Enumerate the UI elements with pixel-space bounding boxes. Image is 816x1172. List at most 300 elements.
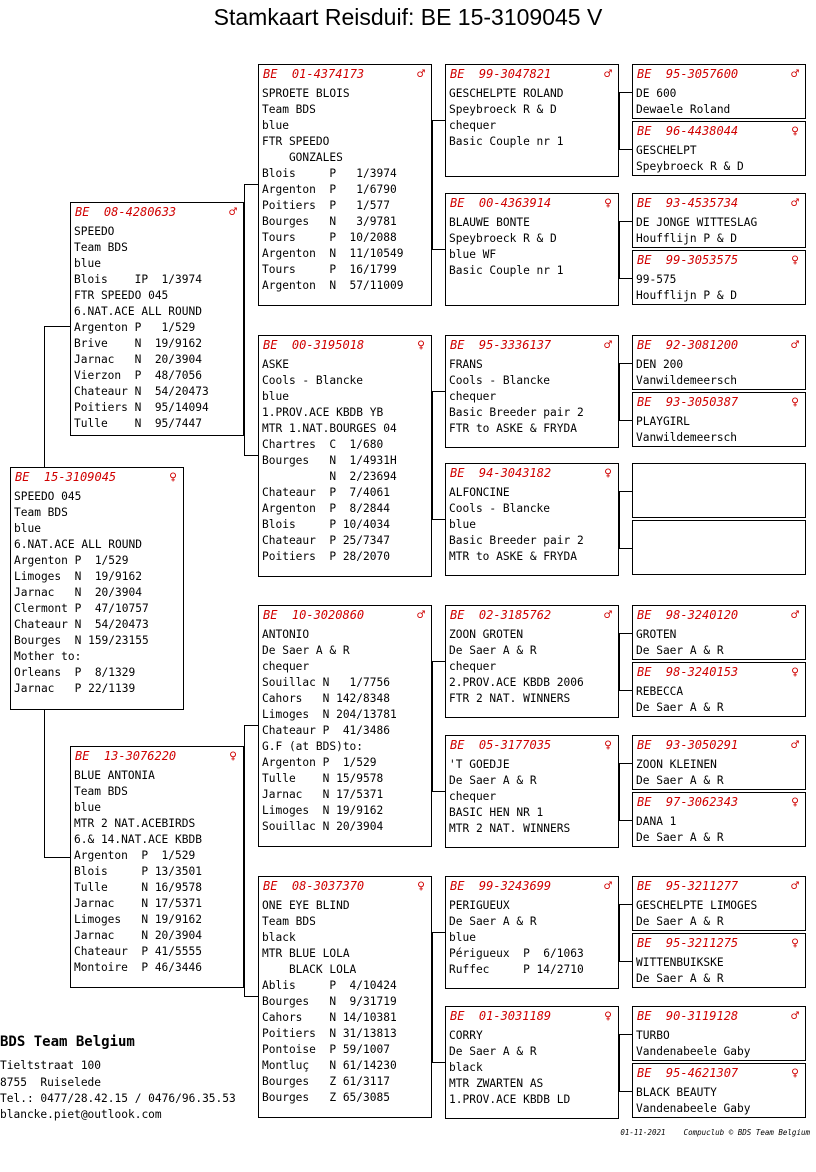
connector-line	[619, 820, 632, 821]
pedigree-line: Poitiers P 1/577	[262, 199, 390, 212]
male-symbol-icon: ♂	[791, 1009, 799, 1024]
ring-number-text: BE 05-3177035	[450, 738, 552, 752]
pedigree-line: Bourges N 159/23155	[14, 634, 149, 647]
pedigree-line: CORRY	[449, 1029, 483, 1042]
ring-number	[450, 67, 614, 82]
pedigree-line: ONE EYE BLIND	[262, 899, 350, 912]
ring-number-text: BE 93-3050387	[637, 395, 739, 409]
ring-number	[263, 338, 427, 353]
female-symbol-icon: ♀	[417, 338, 425, 353]
pedigree-line: DEN 200	[636, 358, 684, 371]
female-symbol-icon: ♀	[791, 124, 799, 139]
connector-line	[432, 1062, 445, 1063]
pedigree-line: 1.PROV.ACE KBDB LD	[449, 1093, 571, 1106]
pedigree-line: Vierzon P 48/7056	[74, 369, 202, 382]
pedigree-line: SPEEDO 045	[14, 490, 82, 503]
pedigree-line: Souillac N 20/3904	[262, 820, 384, 833]
pedigree-line: 99-575	[636, 273, 677, 286]
pigeon-card-gen4-8-empty	[632, 520, 806, 575]
pedigree-line: Tulle N 95/7447	[74, 417, 202, 430]
pigeon-card-gen4-15	[632, 1006, 806, 1061]
pedigree-line: ANTONIO	[262, 628, 310, 641]
pedigree-line: MTR to ASKE & FRYDA	[449, 550, 577, 563]
male-symbol-icon: ♂	[417, 608, 425, 623]
female-symbol-icon: ♀	[604, 738, 612, 753]
pigeon-card-gen4-7-empty	[632, 463, 806, 518]
female-symbol-icon: ♀	[229, 749, 237, 764]
pedigree-line: blue	[449, 931, 476, 944]
pedigree-line: REBECCA	[636, 685, 684, 698]
connector-line	[619, 221, 632, 222]
pedigree-line: De Saer A & R	[636, 831, 724, 844]
pedigree-line: BLAUWE BONTE	[449, 216, 530, 229]
pigeon-card-gen4-11	[632, 735, 806, 790]
pedigree-line: Argenton P 8/2844	[262, 502, 390, 515]
connector-line	[619, 420, 632, 421]
pedigree-line: Houfflijn P & D	[636, 232, 738, 245]
pedigree-line: MTR 2 NAT.ACEBIRDS	[74, 817, 196, 830]
connector-line	[619, 904, 620, 961]
pigeon-card-sire-sire	[258, 64, 432, 306]
connector-line	[619, 633, 620, 690]
ring-number-text: BE 97-3062343	[637, 795, 739, 809]
pedigree-line: De Saer A & R	[449, 774, 537, 787]
ring-number	[637, 1066, 801, 1081]
connector-line	[244, 184, 245, 455]
connector-line	[619, 1034, 632, 1035]
connector-line	[619, 763, 632, 764]
pedigree-line: Team BDS	[262, 915, 316, 928]
connector-line	[244, 455, 258, 456]
connector-line	[619, 633, 632, 634]
connector-line	[619, 690, 632, 691]
ring-number	[637, 608, 801, 623]
ring-number-text: BE 99-3053575	[637, 253, 739, 267]
pigeon-card-dam-sire	[258, 605, 432, 847]
ring-number-text: BE 99-3047821	[450, 67, 552, 81]
pedigree-line: ZOON GROTEN	[449, 628, 524, 641]
pedigree-line: Tulle N 15/9578	[262, 772, 384, 785]
pedigree-line: Chateaur N 54/20473	[14, 618, 149, 631]
pedigree-line: chequer	[449, 660, 497, 673]
male-symbol-icon: ♂	[791, 608, 799, 623]
pedigree-line: BLUE ANTONIA	[74, 769, 155, 782]
ring-number	[637, 253, 801, 268]
connector-line	[432, 661, 445, 662]
pedigree-line: Argenton N 11/10549	[262, 247, 404, 260]
pedigree-line: 6.NAT.ACE ALL ROUND	[74, 305, 202, 318]
pedigree-line: Jarnac N 20/3904	[14, 586, 142, 599]
pedigree-line: MTR BLUE LOLA	[262, 947, 350, 960]
ring-number	[637, 1009, 801, 1024]
pedigree-line: De Saer A & R	[262, 644, 350, 657]
ring-number-text: BE 95-3211277	[637, 879, 739, 893]
page-title: Stamkaart Reisduif: BE 15-3109045 V	[213, 4, 603, 30]
pedigree-line: Basic Breeder pair 2	[449, 534, 584, 547]
ring-number	[450, 466, 614, 481]
pedigree-line: Clermont P 47/10757	[14, 602, 149, 615]
ring-number	[450, 1009, 614, 1024]
pedigree-line: BLACK BEAUTY	[636, 1086, 717, 1099]
ring-number	[637, 395, 801, 410]
pedigree-line: Team BDS	[14, 506, 68, 519]
pigeon-card-gen3-2	[445, 193, 619, 306]
pedigree-line: Vanwildemeersch	[636, 431, 738, 444]
pedigree-line: Montluç N 61/14230	[262, 1059, 397, 1072]
pedigree-line: Basic Breeder pair 2	[449, 406, 584, 419]
ring-number-text: BE 01-4374173	[263, 67, 365, 81]
pedigree-line: Bourges N 3/9781	[262, 215, 397, 228]
pigeon-card-sire	[70, 202, 244, 436]
pedigree-line: Argenton P 1/529	[262, 756, 377, 769]
connector-line	[619, 491, 632, 492]
connector-line	[432, 391, 433, 519]
pedigree-line: SPEEDO	[74, 225, 115, 238]
pigeon-card-gen4-10	[632, 662, 806, 717]
pedigree-line: Ruffec P 14/2710	[449, 963, 584, 976]
pedigree-line: Cahors N 142/8348	[262, 692, 390, 705]
pedigree-line: MTR ZWARTEN AS	[449, 1077, 544, 1090]
ring-number	[263, 67, 427, 82]
connector-line	[619, 221, 620, 278]
male-symbol-icon: ♂	[791, 196, 799, 211]
pedigree-line: Jarnac N 20/3904	[74, 929, 202, 942]
ring-number	[75, 205, 239, 220]
female-symbol-icon: ♀	[417, 879, 425, 894]
ring-number-text: BE 95-4621307	[637, 1066, 739, 1080]
pedigree-line: Cools - Blancke	[262, 374, 364, 387]
male-symbol-icon: ♂	[417, 67, 425, 82]
pedigree-line: Argenton P 1/529	[74, 321, 196, 334]
pigeon-card-subject	[10, 467, 184, 710]
pedigree-line: FTR SPEEDO	[262, 135, 330, 148]
ring-number	[450, 338, 614, 353]
pedigree-line: Cools - Blancke	[449, 374, 551, 387]
connector-line	[44, 326, 70, 327]
pedigree-line: Chateaur P 41/5555	[74, 945, 202, 958]
pedigree-line: Team BDS	[262, 103, 316, 116]
connector-line	[619, 92, 632, 93]
male-symbol-icon: ♂	[791, 338, 799, 353]
connector-line	[619, 278, 632, 279]
pedigree-line: Tulle N 16/9578	[74, 881, 202, 894]
ring-number-text: BE 98-3240153	[637, 665, 739, 679]
pedigree-line: De Saer A & R	[636, 915, 724, 928]
ring-number-text: BE 94-3043182	[450, 466, 552, 480]
pedigree-line: chequer	[449, 390, 497, 403]
female-symbol-icon: ♀	[791, 936, 799, 951]
ring-number	[450, 738, 614, 753]
connector-line	[432, 791, 445, 792]
female-symbol-icon: ♀	[604, 196, 612, 211]
connector-line	[432, 120, 445, 121]
ring-number	[15, 470, 179, 485]
pedigree-line: blue	[262, 390, 289, 403]
pedigree-line: Speybroeck R & D	[449, 232, 557, 245]
ring-number-text: BE 93-4535734	[637, 196, 739, 210]
pedigree-line: Orleans P 8/1329	[14, 666, 136, 679]
ring-number	[637, 879, 801, 894]
pedigree-line: Chateaur P 7/4061	[262, 486, 390, 499]
pedigree-line: ZOON KLEINEN	[636, 758, 717, 771]
ring-number	[637, 124, 801, 139]
male-symbol-icon: ♂	[604, 879, 612, 894]
pedigree-line: Jarnac P 22/1139	[14, 682, 136, 695]
pedigree-line: Pontoise P 59/1007	[262, 1043, 390, 1056]
ring-number-text: BE 10-3020860	[263, 608, 365, 622]
pedigree-line: Vandenabeele Gaby	[636, 1045, 751, 1058]
pedigree-line: 6.NAT.ACE ALL ROUND	[14, 538, 142, 551]
pedigree-line: Tours P 10/2088	[262, 231, 397, 244]
female-symbol-icon: ♀	[604, 1009, 612, 1024]
pigeon-card-gen3-7	[445, 876, 619, 989]
pigeon-card-gen3-8	[445, 1006, 619, 1119]
connector-line	[44, 857, 70, 858]
connector-line	[244, 996, 258, 997]
footer-address: Tieltstraat 100	[0, 1059, 102, 1072]
ring-number-text: BE 13-3076220	[75, 749, 177, 763]
pedigree-line: G.F (at BDS)to:	[262, 740, 364, 753]
pedigree-line: De Saer A & R	[449, 644, 537, 657]
ring-number-text: BE 90-3119128	[637, 1009, 739, 1023]
pedigree-line: chequer	[449, 119, 497, 132]
pigeon-card-gen4-12	[632, 792, 806, 847]
pedigree-line: GESCHELPT	[636, 144, 697, 157]
ring-number-text: BE 95-3211275	[637, 936, 739, 950]
connector-line	[432, 249, 445, 250]
pedigree-line: Argenton N 57/11009	[262, 279, 404, 292]
pigeon-card-sire-dam	[258, 335, 432, 577]
ring-number-text: BE 00-4363914	[450, 196, 552, 210]
female-symbol-icon: ♀	[791, 795, 799, 810]
pedigree-line: Blois IP 1/3974	[74, 273, 202, 286]
pedigree-line: FTR to ASKE & FRYDA	[449, 422, 577, 435]
ring-number	[637, 338, 801, 353]
male-symbol-icon: ♂	[604, 608, 612, 623]
ring-number-text: BE 00-3195018	[263, 338, 365, 352]
pedigree-line: Périgueux P 6/1063	[449, 947, 584, 960]
pedigree-line: MTR 1.NAT.BOURGES 04	[262, 422, 397, 435]
ring-number-text: BE 99-3243699	[450, 879, 552, 893]
pedigree-line: ALFONCINE	[449, 486, 510, 499]
ring-number-text: BE 95-3057600	[637, 67, 739, 81]
pedigree-line: Limoges N 19/9162	[14, 570, 142, 583]
ring-number	[263, 879, 427, 894]
male-symbol-icon: ♂	[604, 67, 612, 82]
pedigree-line: TURBO	[636, 1029, 670, 1042]
pedigree-line: Poitiers N 95/14094	[74, 401, 209, 414]
ring-number-text: BE 92-3081200	[637, 338, 739, 352]
pedigree-line: 'T GOEDJE	[449, 758, 510, 771]
pedigree-line: 1.PROV.ACE KBDB YB	[262, 406, 384, 419]
pedigree-line: Bourges Z 61/3117	[262, 1075, 390, 1088]
pedigree-line: Bourges N 9/31719	[262, 995, 397, 1008]
connector-line	[619, 1034, 620, 1091]
pedigree-line: Houfflijn P & D	[636, 289, 738, 302]
pedigree-line: BASIC HEN NR 1	[449, 806, 544, 819]
ring-number-text: BE 96-4438044	[637, 124, 739, 138]
pedigree-line: Speybroeck R & D	[636, 160, 744, 173]
connector-line	[44, 710, 45, 857]
pedigree-line: chequer	[262, 660, 310, 673]
pedigree-line: blue	[262, 119, 289, 132]
pedigree-line: DE JONGE WITTESLAG	[636, 216, 758, 229]
pedigree-line: Vanwildemeersch	[636, 374, 738, 387]
pigeon-card-dam-dam	[258, 876, 432, 1118]
ring-number	[450, 879, 614, 894]
pigeon-card-gen3-6	[445, 735, 619, 848]
ring-number	[637, 665, 801, 680]
pedigree-line: DE 600	[636, 87, 677, 100]
female-symbol-icon: ♀	[604, 466, 612, 481]
ring-number	[637, 795, 801, 810]
pedigree-line: Chartres C 1/680	[262, 438, 384, 451]
pedigree-line: Jarnac N 17/5371	[74, 897, 202, 910]
pedigree-line: Speybroeck R & D	[449, 103, 557, 116]
ring-number-text: BE 08-4280633	[75, 205, 177, 219]
ring-number	[637, 936, 801, 951]
pedigree-line: Bourges N 1/4931H	[262, 454, 397, 467]
pedigree-line: MTR 2 NAT. WINNERS	[449, 822, 571, 835]
pedigree-line: Jarnac N 20/3904	[74, 353, 202, 366]
male-symbol-icon: ♂	[229, 205, 237, 220]
ring-number-text: BE 08-3037370	[263, 879, 365, 893]
male-symbol-icon: ♂	[791, 67, 799, 82]
footer-phone: Tel.: 0477/28.42.15 / 0476/96.35.53	[0, 1092, 236, 1105]
pedigree-line: PERIGUEUX	[449, 899, 510, 912]
pedigree-line: Argenton P 1/529	[14, 554, 129, 567]
pigeon-card-gen4-2	[632, 121, 806, 176]
ring-number	[637, 738, 801, 753]
ring-number	[637, 67, 801, 82]
pedigree-line: De Saer A & R	[636, 774, 724, 787]
pedigree-line: Chateaur P 41/3486	[262, 724, 390, 737]
pedigree-line: Dewaele Roland	[636, 103, 731, 116]
pedigree-line: N 2/23694	[262, 470, 397, 483]
pedigree-line: Poitiers N 31/13813	[262, 1027, 397, 1040]
pedigree-line: blue	[14, 522, 41, 535]
pedigree-line: Team BDS	[74, 785, 128, 798]
connector-line	[619, 491, 620, 548]
ring-number	[263, 608, 427, 623]
pedigree-line: WITTENBUIKSKE	[636, 956, 724, 969]
pedigree-line: FRANS	[449, 358, 483, 371]
pigeon-card-gen4-4	[632, 250, 806, 305]
pedigree-line: Blois P 13/3501	[74, 865, 202, 878]
pedigree-line: FTR SPEEDO 045	[74, 289, 169, 302]
pedigree-line: Vandenabeele Gaby	[636, 1102, 751, 1115]
pigeon-card-gen3-4	[445, 463, 619, 576]
pedigree-line: Montoire P 46/3446	[74, 961, 202, 974]
pedigree-line: BLACK LOLA	[262, 963, 357, 976]
pedigree-line: Blois P 10/4034	[262, 518, 390, 531]
connector-line	[244, 725, 245, 996]
pedigree-line: Jarnac N 17/5371	[262, 788, 384, 801]
pigeon-card-gen4-6	[632, 392, 806, 447]
pedigree-line: GONZALES	[262, 151, 343, 164]
pedigree-line: GROTEN	[636, 628, 677, 641]
connector-line	[44, 326, 45, 467]
pedigree-line: blue WF	[449, 248, 497, 261]
print-stamp: 01-11-2021 Compuclub © BDS Team Belgium	[620, 1128, 810, 1137]
pigeon-card-gen4-13	[632, 876, 806, 931]
ring-number	[75, 749, 239, 764]
connector-line	[619, 92, 620, 149]
pigeon-card-gen3-1	[445, 64, 619, 177]
connector-line	[619, 1091, 632, 1092]
connector-line	[432, 932, 445, 933]
connector-line	[619, 763, 620, 820]
female-symbol-icon: ♀	[169, 470, 177, 485]
female-symbol-icon: ♀	[791, 1066, 799, 1081]
connector-line	[432, 519, 445, 520]
pedigree-line: black	[449, 1061, 483, 1074]
connector-line	[432, 661, 433, 791]
pedigree-line: Limoges N 204/13781	[262, 708, 397, 721]
pedigree-line: SPROETE BLOIS	[262, 87, 350, 100]
pedigree-line: GESCHELPTE ROLAND	[449, 87, 564, 100]
pedigree-line: Chateaur N 54/20473	[74, 385, 209, 398]
pedigree-line: De Saer A & R	[636, 701, 724, 714]
footer-email: blancke.piet@outlook.com	[0, 1108, 162, 1121]
pedigree-line: 2.PROV.ACE KBDB 2006	[449, 676, 584, 689]
pigeon-card-gen4-9	[632, 605, 806, 660]
pedigree-line: Chateaur P 25/7347	[262, 534, 390, 547]
pedigree-line: Basic Couple nr 1	[449, 135, 564, 148]
ring-number	[450, 196, 614, 211]
pigeon-card-gen4-3	[632, 193, 806, 248]
connector-line	[619, 904, 632, 905]
pedigree-line: GESCHELPTE LIMOGES	[636, 899, 758, 912]
pedigree-line: black	[262, 931, 296, 944]
pedigree-line: FTR 2 NAT. WINNERS	[449, 692, 571, 705]
connector-line	[619, 149, 632, 150]
pedigree-line: Argenton P 1/529	[74, 849, 196, 862]
pedigree-line: Souillac N 1/7756	[262, 676, 390, 689]
pedigree-line: blue	[449, 518, 476, 531]
pedigree-line: Tours P 16/1799	[262, 263, 397, 276]
pedigree-line: Argenton P 1/6790	[262, 183, 397, 196]
pedigree-line: De Saer A & R	[636, 644, 724, 657]
ring-number-text: BE 01-3031189	[450, 1009, 552, 1023]
connector-line	[432, 932, 433, 1062]
pedigree-line: Limoges N 19/9162	[262, 804, 384, 817]
pedigree-line: Mother to:	[14, 650, 82, 663]
male-symbol-icon: ♂	[604, 338, 612, 353]
pedigree-line: Cahors N 14/10381	[262, 1011, 397, 1024]
pedigree-line: Limoges N 19/9162	[74, 913, 202, 926]
pigeon-card-gen4-5	[632, 335, 806, 390]
pigeon-card-gen4-1	[632, 64, 806, 119]
male-symbol-icon: ♂	[791, 879, 799, 894]
pedigree-line: DANA 1	[636, 815, 677, 828]
pigeon-card-gen3-3	[445, 335, 619, 448]
pedigree-line: Brive N 19/9162	[74, 337, 202, 350]
pedigree-line: Team BDS	[74, 241, 128, 254]
pigeon-card-gen4-14	[632, 933, 806, 988]
pedigree-line: PLAYGIRL	[636, 415, 690, 428]
connector-line	[432, 120, 433, 249]
pedigree-line: Blois P 1/3974	[262, 167, 397, 180]
pedigree-line: De Saer A & R	[449, 915, 537, 928]
pedigree-line: Basic Couple nr 1	[449, 264, 564, 277]
connector-line	[432, 391, 445, 392]
ring-number-text: BE 02-3185762	[450, 608, 552, 622]
connector-line	[619, 363, 632, 364]
pedigree-line: Cools - Blancke	[449, 502, 551, 515]
ring-number-text: BE 93-3050291	[637, 738, 739, 752]
pedigree-line: ASKE	[262, 358, 289, 371]
